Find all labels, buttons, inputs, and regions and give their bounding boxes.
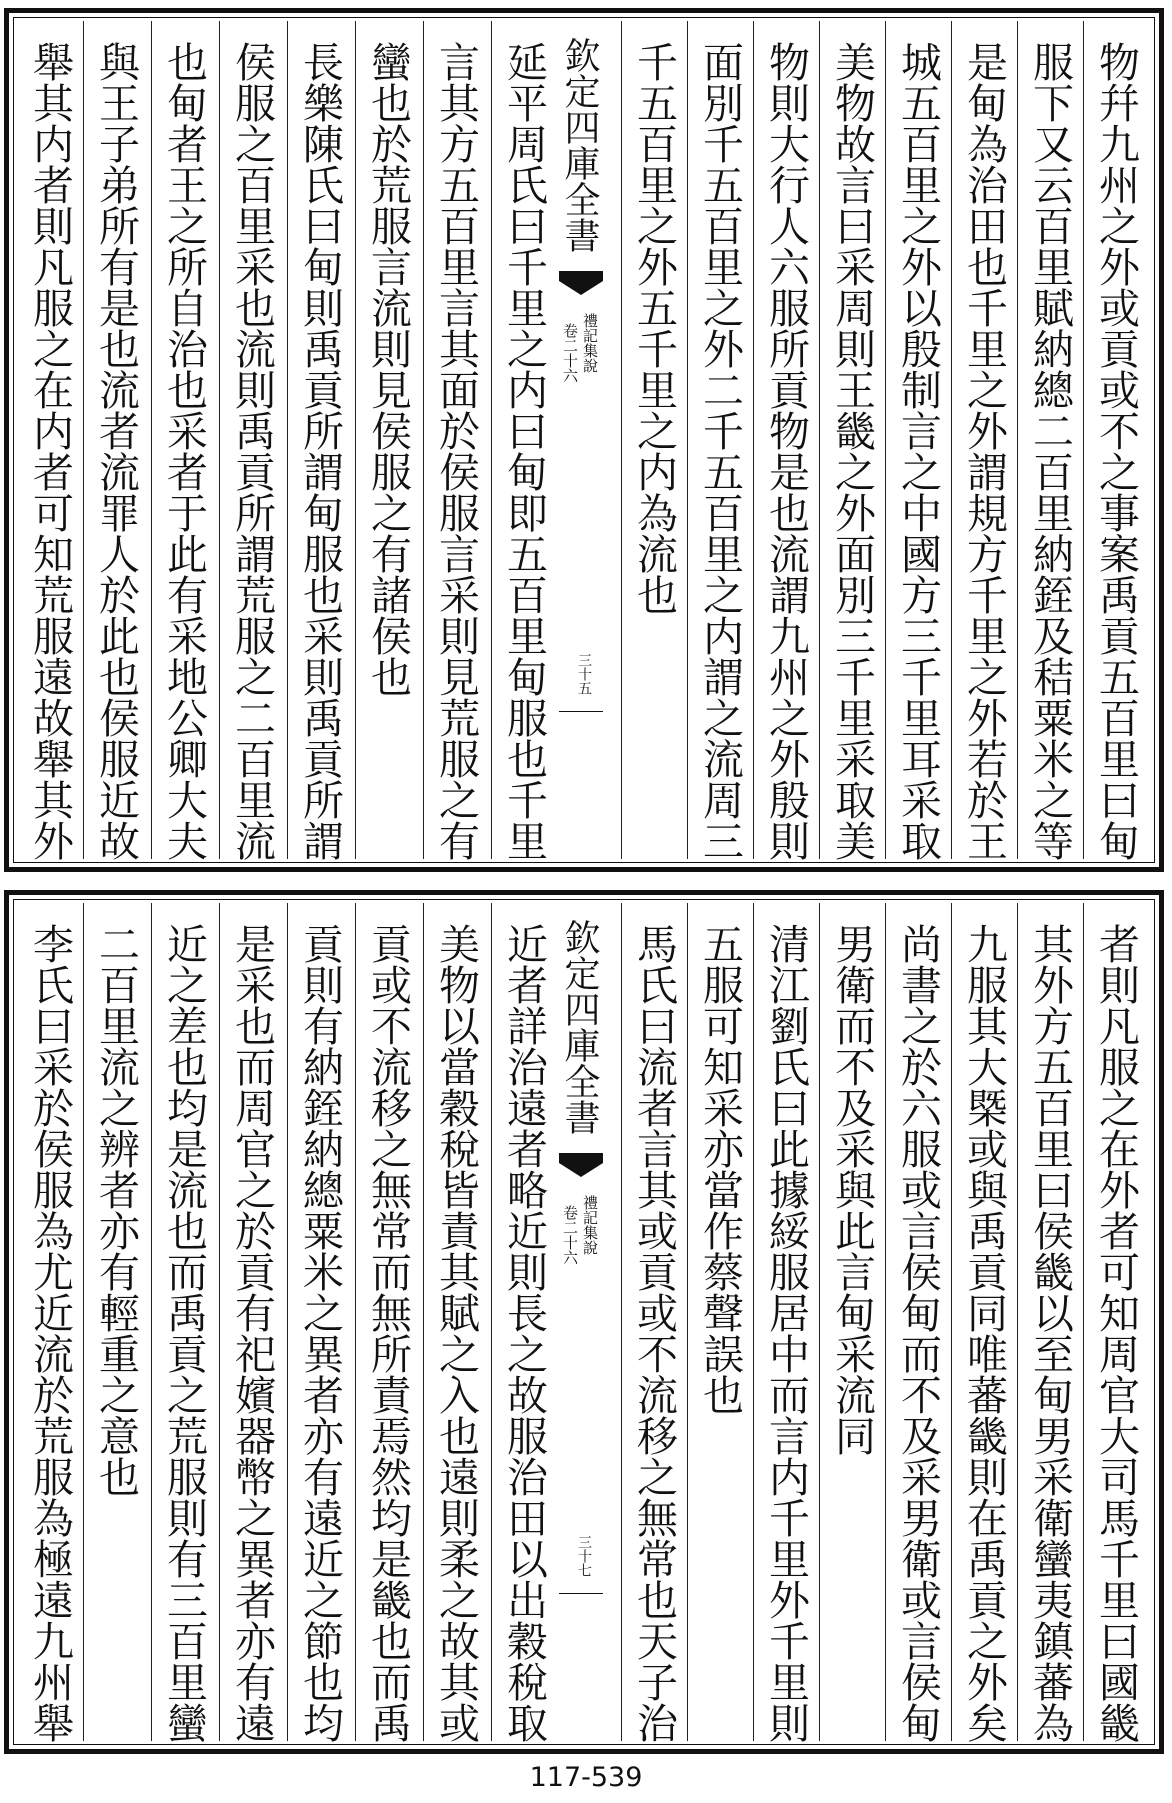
top-left-half — [17, 21, 559, 859]
text-column — [17, 21, 85, 859]
volume-number: 卷二十六 — [561, 323, 579, 383]
column-text: 尚書之於六服或言侯甸而不及采男衛或言侯甸 — [894, 923, 942, 1743]
column-text: 也甸者王之所自治也采者于此有采地公卿大夫 — [160, 41, 208, 861]
column-text: 城五百里之外以殷制言之中國方三千里耳采取 — [894, 41, 942, 861]
column-text: 貢或不流移之無常而無所責焉然均是畿也而禹 — [364, 923, 412, 1743]
text-column — [621, 903, 689, 1741]
text-column — [423, 21, 491, 859]
text-column — [687, 21, 755, 859]
column-text: 與王子弟所有是也流者流罪人於此也侯服近故 — [92, 41, 140, 861]
folio-number: 三十五 — [576, 653, 592, 695]
folio-number: 三十七 — [576, 1535, 592, 1577]
text-column — [1083, 903, 1151, 1741]
bottom-page-frame — [4, 890, 1164, 1754]
text-column — [753, 21, 821, 859]
column-text: 貢則有納銍納總粟米之異者亦有遠近之節也均 — [296, 923, 344, 1743]
bottom-center-band — [559, 903, 603, 1741]
text-column — [885, 903, 953, 1741]
text-column — [1083, 21, 1151, 859]
column-text: 九服其大槩或與禹貢同唯蕃畿則在禹貢之外矣 — [960, 923, 1008, 1743]
text-column — [83, 21, 151, 859]
column-text: 男衛而不及采與此言甸采流同 — [828, 923, 876, 1456]
column-text: 侯服之百里采也流則禹貢所謂荒服之二百里流 — [228, 41, 276, 861]
text-column — [219, 903, 287, 1741]
column-text: 清江劉氏曰此據綏服居中而言内千里外千里則 — [762, 923, 810, 1743]
column-text: 言其方五百里言其面於侯服言采則見荒服之有 — [432, 41, 480, 861]
text-column — [491, 21, 559, 859]
text-column — [687, 903, 755, 1741]
column-text: 近之差也均是流也而禹貢之荒服則有三百里蠻 — [160, 923, 208, 1743]
column-text: 面別千五百里之外二千五百里之内謂之流周三 — [696, 41, 744, 861]
column-text: 五服可知采亦當作蔡聲誤也 — [696, 923, 744, 1415]
text-column — [355, 903, 423, 1741]
column-text: 是采也而周官之於貢有祀嬪器幣之異者亦有遠 — [228, 923, 276, 1743]
top-page-frame — [4, 8, 1164, 872]
top-center-band — [559, 21, 603, 859]
column-text: 服下又云百里賦納總二百里納銍及秸粟米之等 — [1026, 41, 1074, 861]
column-text: 美物以當穀稅皆責其賦之入也遠則柔之故其或 — [432, 923, 480, 1743]
text-column — [151, 21, 219, 859]
book-title: 欽定四庫全書 — [559, 37, 600, 253]
volume-title: 禮記集說 — [581, 1195, 599, 1255]
text-column — [621, 21, 689, 859]
text-column — [819, 21, 887, 859]
text-column — [885, 21, 953, 859]
column-text: 物幷九州之外或貢或不之事案禹貢五百里曰甸 — [1092, 41, 1140, 861]
column-text: 李氏曰采於侯服為尤近流於荒服為極遠九州舉 — [26, 923, 74, 1743]
column-text: 千五百里之外五千里之内為流也 — [630, 41, 678, 615]
fishtail-mark — [559, 271, 603, 297]
text-column — [1017, 903, 1085, 1741]
bottom-right-half — [565, 903, 1151, 1741]
text-column — [287, 21, 355, 859]
text-column — [491, 903, 559, 1741]
volume-title: 禮記集說 — [581, 313, 599, 373]
text-column — [951, 21, 1019, 859]
text-column — [83, 903, 151, 1741]
center-rule — [559, 1593, 603, 1594]
column-text: 近者詳治遠者略近則長之故服治田以出穀稅取 — [500, 923, 548, 1743]
center-rule — [559, 711, 603, 712]
column-text: 其外方五百里曰侯畿以至甸男采衛蠻夷鎮蕃為 — [1026, 923, 1074, 1743]
page-label: 117-539 — [529, 1762, 643, 1793]
column-text: 馬氏曰流者言其或貢或不流移之無常也天子治 — [630, 923, 678, 1743]
text-column — [355, 21, 423, 859]
column-text: 蠻也於荒服言流則見侯服之有諸侯也 — [364, 41, 412, 697]
text-column — [17, 903, 85, 1741]
column-text: 二百里流之辨者亦有輕重之意也 — [92, 923, 140, 1497]
text-column — [151, 903, 219, 1741]
column-text: 是甸為治田也千里之外謂規方千里之外若於王 — [960, 41, 1008, 861]
volume-number: 卷二十六 — [561, 1205, 579, 1265]
text-column — [219, 21, 287, 859]
column-text: 美物故言曰采周則王畿之外面別三千里采取美 — [828, 41, 876, 861]
text-column — [753, 903, 821, 1741]
text-column — [287, 903, 355, 1741]
column-text: 舉其内者則凡服之在内者可知荒服遠故舉其外 — [26, 41, 74, 861]
top-right-half — [565, 21, 1151, 859]
column-text: 長樂陳氏曰甸則禹貢所謂甸服也采則禹貢所謂 — [296, 41, 344, 861]
fishtail-mark — [559, 1153, 603, 1179]
text-column — [1017, 21, 1085, 859]
bottom-left-half — [17, 903, 559, 1741]
column-text: 延平周氏曰千里之内曰甸即五百里甸服也千里 — [500, 41, 548, 861]
column-text: 物則大行人六服所貢物是也流謂九州之外殷則 — [762, 41, 810, 861]
text-column — [819, 903, 887, 1741]
text-column — [951, 903, 1019, 1741]
text-column — [423, 903, 491, 1741]
column-text: 者則凡服之在外者可知周官大司馬千里曰國畿 — [1092, 923, 1140, 1743]
book-title: 欽定四庫全書 — [559, 919, 600, 1135]
